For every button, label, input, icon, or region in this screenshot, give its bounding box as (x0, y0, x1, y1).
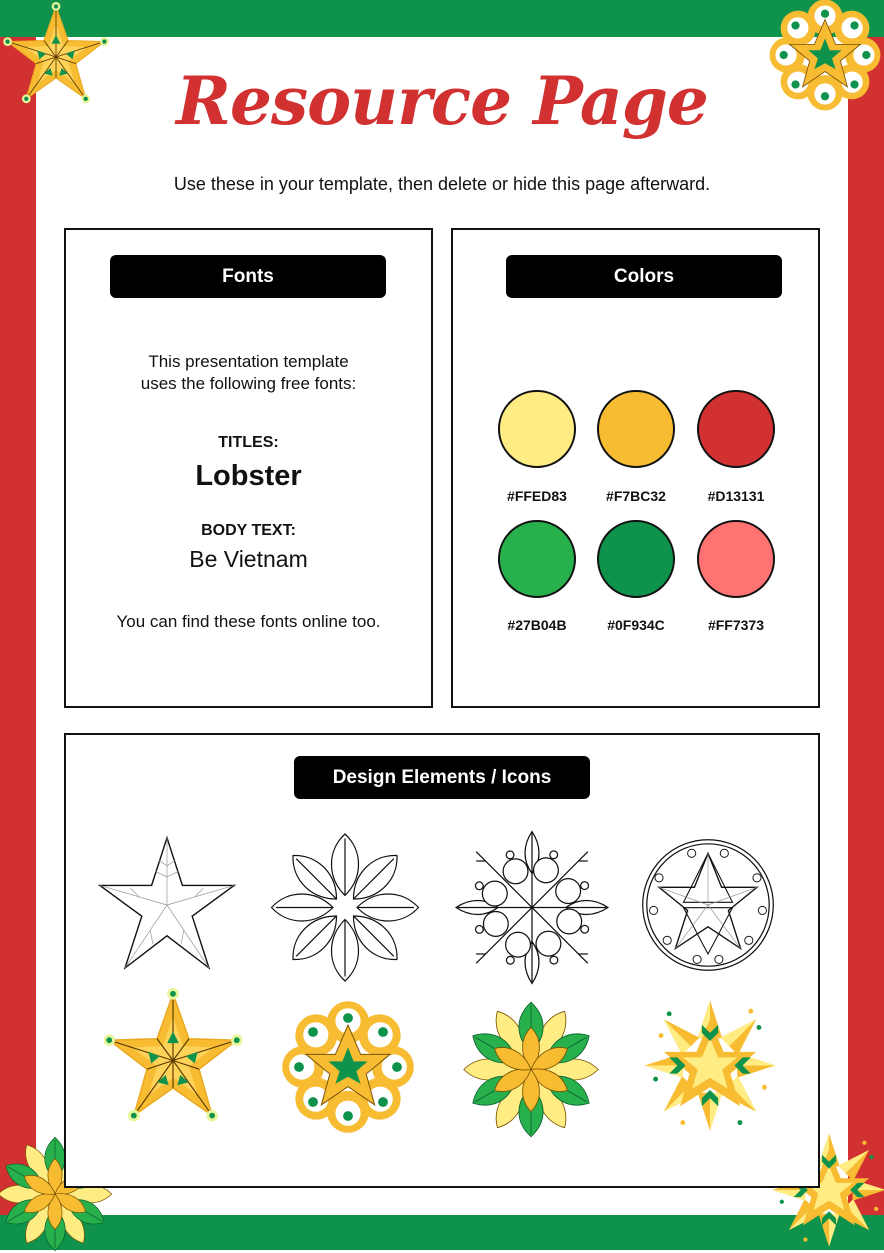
star-gold-icon (98, 988, 248, 1133)
swatch-label: #D13131 (707, 488, 765, 504)
swatch-label: #F7BC32 (606, 488, 666, 504)
swatch-label: #FF7373 (707, 617, 765, 633)
body-label: BODY TEXT: (201, 522, 296, 539)
leaf-flower-gold-green-icon (461, 997, 601, 1142)
medallion-gold-icon (278, 997, 418, 1137)
swatch-d13131 (697, 390, 775, 468)
snowflake-outline-icon (454, 830, 610, 985)
fonts-header: Fonts (110, 255, 386, 298)
swatch-label: #FFED83 (507, 488, 567, 504)
swatch-label: #0F934C (607, 617, 665, 633)
design-elements-header: Design Elements / Icons (294, 756, 590, 799)
fonts-intro-line1: This presentation template (148, 352, 349, 371)
swatch-f7bc32 (597, 390, 675, 468)
page-subtitle: Use these in your template, then delete or hide this page afterward. (173, 174, 711, 194)
colors-panel (451, 228, 820, 708)
fonts-intro-line2: uses the following free fonts: (140, 374, 357, 393)
left-red-band (0, 37, 36, 1215)
body-font-name: Be Vietnam (189, 546, 308, 572)
swatch-label: #27B04B (507, 617, 567, 633)
star-outline-icon (94, 835, 240, 975)
right-red-band (848, 37, 884, 1215)
design-elements-panel (64, 733, 820, 1188)
swatch-ffed83 (498, 390, 576, 468)
colors-header: Colors (506, 255, 782, 298)
fonts-footer: You can find these fonts online too. (116, 612, 381, 631)
starburst-gold-icon (642, 993, 778, 1138)
swatch-27b04b (498, 520, 576, 598)
fonts-panel (64, 228, 433, 708)
bottom-green-band (0, 1215, 884, 1250)
swatch-ff7373 (697, 520, 775, 598)
swatch-0f934c (597, 520, 675, 598)
leaf-flower-outline-icon (270, 830, 420, 985)
star-medallion-outline-icon (640, 835, 776, 975)
titles-label: TITLES: (218, 434, 279, 451)
top-green-band (0, 0, 884, 37)
page-title: Resource Page (176, 62, 708, 140)
titles-font-name: Lobster (195, 460, 302, 492)
